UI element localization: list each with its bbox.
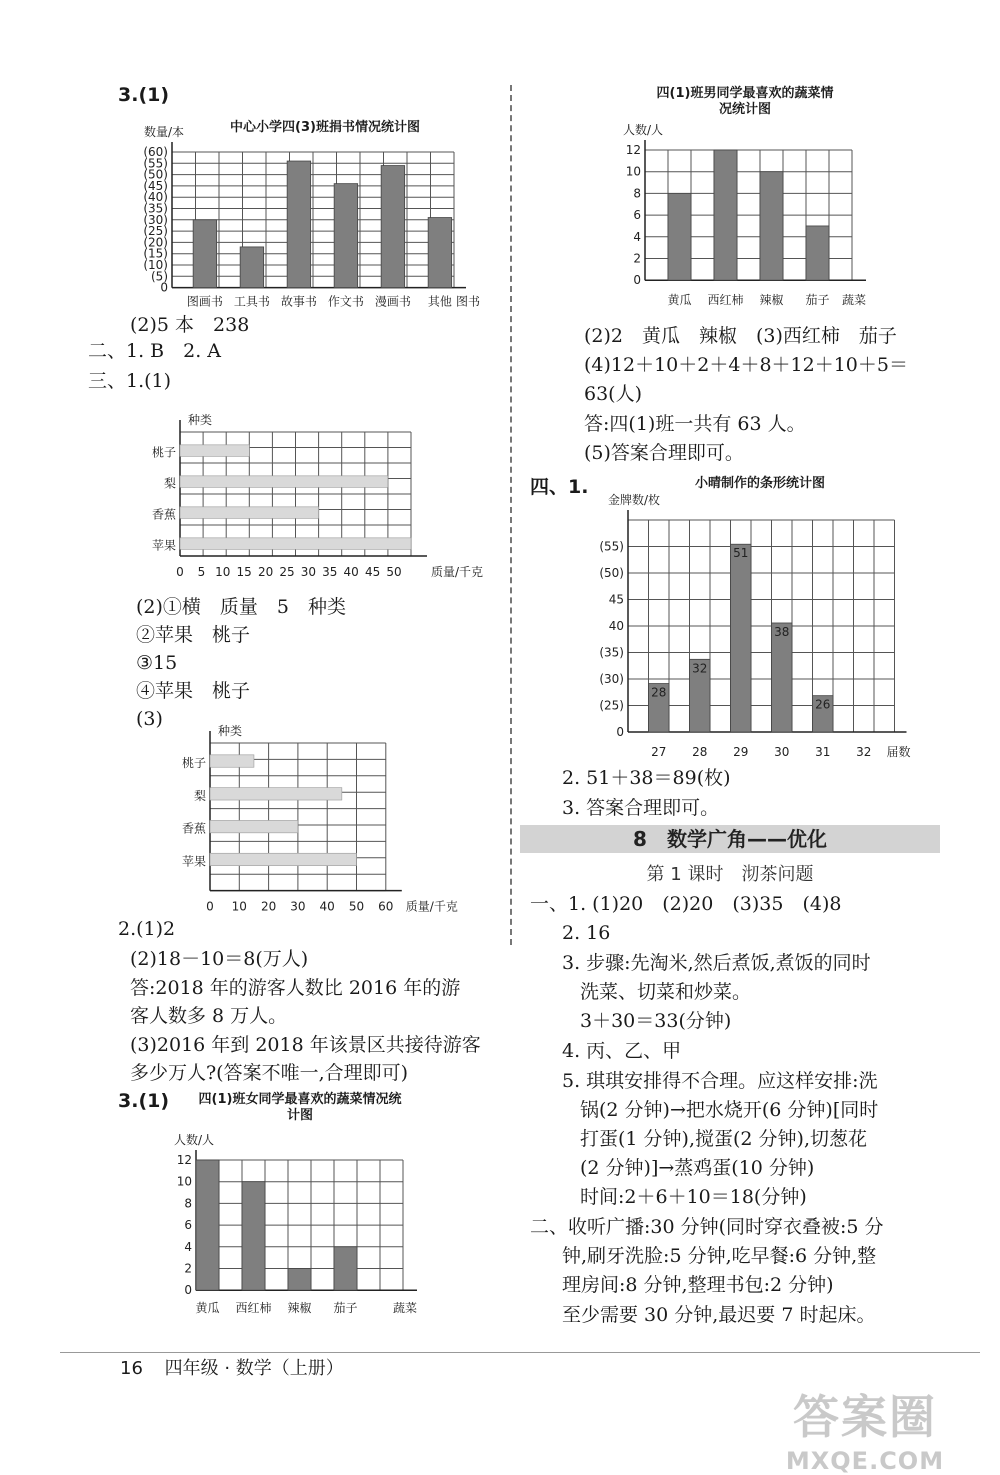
answer-2-1: (2)5 本 238 [130, 314, 250, 336]
y-axis-title: 数量/本 [144, 125, 185, 139]
bar [772, 623, 793, 732]
watermark-main: 答案圈 [793, 1390, 937, 1444]
x-tick-label: 西红柿 [235, 1301, 272, 1316]
answer-r-4: (4)12＋10＋2＋4＋8＋12＋10＋5＝ [584, 354, 908, 376]
y-tick-label: 0 [616, 725, 624, 739]
bar [210, 788, 342, 800]
q3b-label: 3.(1) [118, 1090, 170, 1112]
x-tick-label: 50 [348, 899, 365, 914]
column-divider [510, 85, 512, 945]
y-tick-label: (15) [143, 246, 168, 261]
x-axis-title: 蔬菜 [393, 1301, 418, 1316]
y-axis-title: 种类 [218, 724, 243, 738]
x-tick-label: 漫画书 [374, 294, 411, 309]
y-tick-label: 0 [633, 273, 641, 288]
chart5-title: 四(1)班男同学最喜欢的蔬菜情况统计图 [656, 86, 834, 117]
ans-8-3: 3. 步骤:先淘米,然后煮饭,煮饭的同时 [562, 952, 871, 974]
y-axis-title: 人数/人 [174, 1133, 215, 1147]
bar [180, 538, 411, 550]
y-tick-label: 2 [633, 251, 641, 266]
bar [180, 445, 249, 457]
answer-si-2: 2. 51＋38＝89(枚) [562, 767, 731, 789]
q3-label: 3.(1) [118, 84, 170, 106]
ans-8-3c: 3＋30＝33(分钟) [580, 1010, 732, 1032]
bar [210, 820, 298, 832]
x-tick-label: 50 [386, 565, 402, 579]
y-tick-label: 0 [184, 1283, 192, 1298]
category-label: 梨 [163, 476, 176, 491]
x-axis-title: 质量/千克 [405, 899, 458, 914]
y-tick-label: (30) [599, 672, 624, 686]
bar [180, 476, 388, 488]
x-tick-label: 31 [815, 745, 831, 759]
ans-8-1: 一、1. (1)20 (2)20 (3)35 (4)8 [530, 893, 842, 915]
y-tick-label: (40) [143, 190, 168, 205]
x-tick-label: 0 [206, 899, 214, 914]
x-tick-label: 其他 [427, 294, 452, 309]
x-tick-label: 40 [319, 899, 335, 914]
data-label: 32 [692, 661, 708, 676]
y-tick-label: (25) [599, 698, 624, 713]
chart4-title: 四(1)班女同学最喜欢的蔬菜情况统计图 [198, 1092, 402, 1123]
y-tick-label: 0 [160, 280, 168, 295]
x-axis-title: 届数 [886, 745, 911, 759]
y-axis-title: 种类 [188, 413, 213, 427]
y-tick-label: 45 [608, 592, 624, 607]
x-tick-label: 0 [176, 565, 184, 579]
y-tick-label: 8 [184, 1196, 192, 1211]
bar [714, 150, 737, 280]
bar [668, 193, 691, 280]
bar [806, 226, 829, 280]
x-tick-label: 35 [322, 565, 338, 579]
answer-2-2: (2)18－10＝8(万人) [130, 948, 309, 970]
answer-2-2b: 客人数多 8 万人。 [130, 1005, 288, 1027]
data-label: 38 [774, 624, 790, 639]
x-tick-label: 20 [260, 899, 277, 914]
answer-r-4c: 答:四(1)班一共有 63 人。 [584, 413, 806, 435]
x-tick-label: 40 [343, 565, 359, 579]
y-tick-label: 8 [633, 186, 641, 201]
bar [334, 1247, 357, 1290]
x-tick-label: 25 [279, 565, 295, 579]
x-tick-label: 30 [290, 899, 306, 914]
y-axis-title: 金牌数/枚 [608, 493, 661, 507]
x-tick-label: 45 [364, 565, 381, 579]
x-axis-title: 蔬菜 [842, 293, 867, 308]
chart6-title: 小晴制作的条形统计图 [694, 476, 825, 491]
data-label: 26 [815, 697, 831, 712]
bar [210, 755, 254, 767]
y-tick-label: 12 [176, 1153, 192, 1167]
bar [180, 507, 319, 518]
y-tick-label: 6 [184, 1218, 192, 1233]
y-tick-label: (55) [599, 539, 624, 554]
y-tick-label: 40 [608, 619, 624, 633]
answer-san-2d: ④苹果 桃子 [136, 680, 251, 702]
y-tick-label: 4 [184, 1239, 192, 1254]
x-tick-label: 黄瓜 [195, 1301, 220, 1316]
x-axis-title: 图书 [456, 294, 481, 309]
ans-8-2: 2. 16 [562, 922, 611, 944]
bar [210, 853, 357, 865]
y-tick-label: 10 [176, 1174, 192, 1189]
x-tick-label: 辣椒 [759, 293, 784, 308]
answer-san-2c: ③15 [136, 652, 178, 674]
answer-2-3: (3)2016 年到 2018 年该景区共接待游客 [130, 1034, 481, 1056]
y-tick-label: (50) [599, 566, 624, 580]
y-tick-label: (10) [143, 258, 168, 272]
lesson-title: 第 1 课时 沏茶问题 [646, 864, 814, 885]
ans-8-er: 二、收听广播:30 分钟(同时穿衣叠被:5 分 [530, 1216, 884, 1238]
x-tick-label: 32 [856, 745, 872, 759]
y-tick-label: (45) [143, 178, 168, 193]
y-tick-label: 12 [625, 143, 641, 157]
ans-8-5e: 时间:2＋6＋10＝18(分钟) [580, 1186, 807, 1208]
bar [381, 166, 405, 288]
x-tick-label: 西红柿 [707, 293, 744, 308]
answer-san-2b: ②苹果 桃子 [136, 624, 251, 646]
x-tick-label: 15 [236, 565, 252, 579]
chart1-title: 中心小学四(3)班捐书情况统计图 [230, 120, 420, 135]
ans-8-4: 4. 丙、乙、甲 [562, 1040, 682, 1062]
bar [334, 184, 358, 288]
y-tick-label: (55) [143, 156, 168, 171]
answer-2-1b: 2.(1)2 [118, 918, 176, 940]
y-tick-label: (5) [151, 269, 168, 284]
x-tick-label: 10 [231, 899, 247, 914]
y-tick-label: 4 [633, 229, 641, 244]
bar [242, 1182, 265, 1291]
x-tick-label: 茄子 [333, 1301, 358, 1316]
data-label: 28 [651, 685, 667, 700]
y-tick-label: (30) [143, 212, 168, 227]
answer-san-2: (2)①横 质量 5 种类 [136, 596, 347, 618]
y-tick-label: 2 [184, 1261, 192, 1276]
page-number: 16 [120, 1358, 143, 1379]
ans-8-er-b: 钟,刷牙洗脸:5 分钟,吃早餐:6 分钟,整 [562, 1245, 877, 1267]
y-tick-label: (60) [143, 145, 168, 159]
ans-8-5d: (2 分钟)]→蒸鸡蛋(10 分钟) [580, 1157, 815, 1179]
x-tick-label: 20 [257, 565, 274, 579]
ans-8-5: 5. 琪琪安排得不合理。应这样安排:洗 [562, 1070, 878, 1092]
y-tick-label: (50) [143, 167, 168, 182]
y-tick-label: (25) [143, 224, 168, 239]
page-footer [120, 1354, 344, 1380]
y-tick-label: (20) [143, 235, 168, 250]
answer-si-1: 四、1. [530, 476, 589, 498]
section-title: 8 数学广角——优化 [633, 827, 827, 851]
answer-si-3: 3. 答案合理即可。 [562, 797, 720, 819]
x-tick-label: 作文书 [327, 294, 364, 309]
x-tick-label: 5 [197, 565, 206, 579]
bar [760, 172, 783, 281]
answer-r-5: (5)答案合理即可。 [584, 442, 744, 464]
bar [428, 218, 452, 288]
category-label: 梨 [193, 788, 206, 803]
category-label: 香蕉 [151, 507, 176, 522]
category-label: 桃子 [151, 445, 176, 460]
x-tick-label: 茄子 [805, 293, 830, 308]
bar [196, 1160, 219, 1290]
bar [731, 544, 752, 732]
footer-book: 四年级 · 数学（上册） [164, 1358, 344, 1379]
x-tick-label: 黄瓜 [667, 293, 692, 308]
answer-er: 二、1. B 2. A [88, 340, 222, 362]
category-label: 桃子 [181, 756, 206, 771]
bar [193, 220, 217, 288]
y-axis-title: 人数/人 [623, 123, 664, 137]
answer-2-2a: 答:2018 年的游客人数比 2016 年的游 [130, 977, 461, 999]
x-tick-label: 工具书 [233, 294, 270, 309]
ans-8-5c: 打蛋(1 分钟),搅蛋(2 分钟),切葱花 [580, 1128, 867, 1150]
y-tick-label: (35) [599, 645, 624, 660]
ans-8-5b: 锅(2 分钟)→把水烧开(6 分钟)[同时 [580, 1099, 879, 1121]
answer-san-1: 三、1.(1) [88, 370, 172, 392]
watermark-url: MXQE.COM [785, 1447, 945, 1475]
x-tick-label: 28 [692, 745, 708, 759]
answer-2-3b: 多少万人?(答案不唯一,合理即可) [130, 1062, 409, 1084]
bar [287, 161, 311, 288]
x-tick-label: 60 [378, 899, 394, 914]
answer-r-4b: 63(人) [584, 383, 643, 405]
data-label: 51 [733, 546, 749, 561]
x-tick-label: 图画书 [186, 294, 223, 309]
ans-8-3b: 洗菜、切菜和炒菜。 [580, 981, 752, 1003]
y-tick-label: 6 [633, 208, 641, 223]
x-axis-title: 质量/千克 [431, 565, 484, 579]
bar [288, 1269, 311, 1291]
bar [240, 247, 264, 288]
category-label: 苹果 [151, 538, 176, 553]
footer-rule [60, 1352, 980, 1353]
ans-8-er-c: 理房间:8 分钟,整理书包:2 分钟) [562, 1274, 834, 1296]
x-tick-label: 30 [300, 565, 317, 579]
ans-8-er-d: 至少需要 30 分钟,最迟要 7 时起床。 [562, 1304, 876, 1326]
x-tick-label: 29 [733, 745, 749, 759]
x-tick-label: 故事书 [280, 294, 317, 309]
category-label: 苹果 [181, 854, 206, 869]
y-tick-label: 10 [625, 164, 641, 179]
x-tick-label: 辣椒 [287, 1301, 312, 1316]
watermark [760, 1381, 970, 1475]
x-tick-label: 10 [215, 565, 231, 579]
answer-san-3: (3) [136, 708, 163, 730]
y-tick-label: (35) [143, 201, 168, 216]
category-label: 香蕉 [181, 821, 206, 836]
x-tick-label: 30 [774, 745, 790, 759]
x-tick-label: 27 [651, 745, 667, 759]
answer-r-2: (2)2 黄瓜 辣椒 (3)西红柿 茄子 [584, 325, 897, 347]
